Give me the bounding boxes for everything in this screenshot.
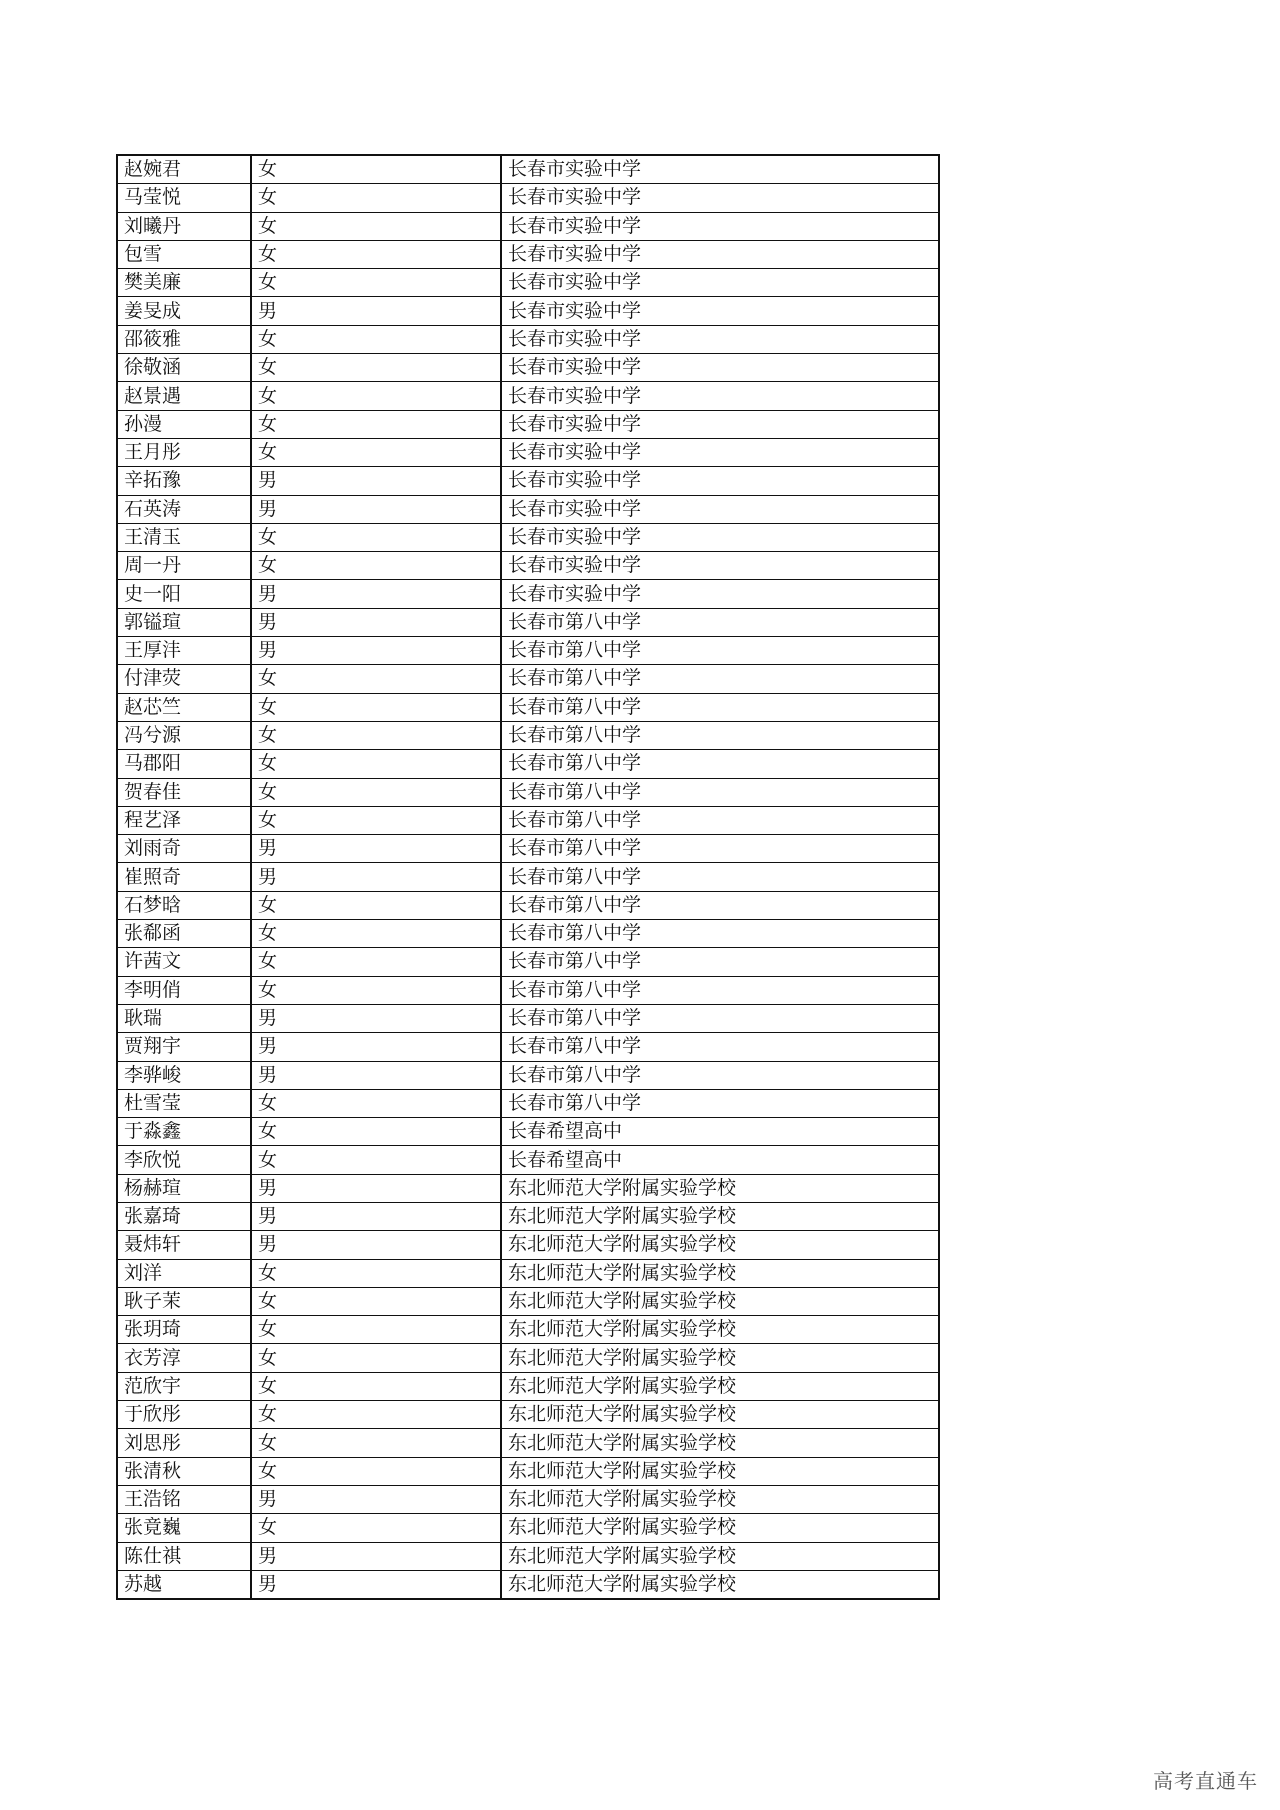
gender-cell: 女 (251, 891, 501, 919)
student-name-cell: 姜旻成 (117, 297, 251, 325)
table-row (117, 1004, 939, 1032)
table-row (117, 1457, 939, 1485)
school-cell: 长春市实验中学 (501, 155, 939, 184)
table-row (117, 1316, 939, 1344)
gender-cell: 女 (251, 778, 501, 806)
table-row (117, 976, 939, 1004)
gender-cell: 女 (251, 1089, 501, 1117)
table-row (117, 1118, 939, 1146)
school-cell: 东北师范大学附属实验学校 (501, 1174, 939, 1202)
school-cell: 长春市第八中学 (501, 665, 939, 693)
table-row (117, 806, 939, 834)
student-name-cell: 苏越 (117, 1570, 251, 1599)
school-cell: 长春市实验中学 (501, 467, 939, 495)
school-cell: 长春市实验中学 (501, 269, 939, 297)
gender-cell: 女 (251, 155, 501, 184)
school-cell: 长春希望高中 (501, 1118, 939, 1146)
student-name-cell: 付津荧 (117, 665, 251, 693)
gender-cell: 男 (251, 1033, 501, 1061)
school-cell: 东北师范大学附属实验学校 (501, 1401, 939, 1429)
student-name-cell: 许茜文 (117, 948, 251, 976)
school-cell: 长春市实验中学 (501, 410, 939, 438)
gender-cell: 女 (251, 240, 501, 268)
gender-cell: 女 (251, 976, 501, 1004)
school-cell: 东北师范大学附属实验学校 (501, 1457, 939, 1485)
student-name-cell: 马莹悦 (117, 184, 251, 212)
table-row (117, 1089, 939, 1117)
student-name-cell: 包雪 (117, 240, 251, 268)
gender-cell: 男 (251, 1231, 501, 1259)
student-roster-table (116, 154, 940, 1600)
student-name-cell: 刘雨奇 (117, 835, 251, 863)
table-row (117, 1259, 939, 1287)
school-cell: 东北师范大学附属实验学校 (501, 1316, 939, 1344)
student-name-cell: 冯兮源 (117, 721, 251, 749)
school-cell: 长春市第八中学 (501, 1004, 939, 1032)
gender-cell: 女 (251, 1372, 501, 1400)
student-name-cell: 于淼鑫 (117, 1118, 251, 1146)
gender-cell: 女 (251, 1316, 501, 1344)
student-name-cell: 辛拓豫 (117, 467, 251, 495)
school-cell: 长春市第八中学 (501, 835, 939, 863)
school-cell: 长春市实验中学 (501, 523, 939, 551)
school-cell: 长春市第八中学 (501, 608, 939, 636)
table-row (117, 665, 939, 693)
student-name-cell: 邵筱雅 (117, 325, 251, 353)
school-cell: 长春市实验中学 (501, 354, 939, 382)
student-name-cell: 王浩铭 (117, 1485, 251, 1513)
school-cell: 长春市第八中学 (501, 1089, 939, 1117)
gender-cell: 男 (251, 637, 501, 665)
school-cell: 东北师范大学附属实验学校 (501, 1287, 939, 1315)
gender-cell: 女 (251, 184, 501, 212)
gender-cell: 女 (251, 1287, 501, 1315)
student-name-cell: 马郡阳 (117, 750, 251, 778)
student-name-cell: 徐敬涵 (117, 354, 251, 382)
student-name-cell: 石梦晗 (117, 891, 251, 919)
table-row (117, 438, 939, 466)
table-row (117, 1061, 939, 1089)
school-cell: 长春市第八中学 (501, 1061, 939, 1089)
student-name-cell: 赵景遇 (117, 382, 251, 410)
gender-cell: 女 (251, 1344, 501, 1372)
table-row (117, 1287, 939, 1315)
table-row (117, 297, 939, 325)
gender-cell: 男 (251, 1542, 501, 1570)
table-row (117, 721, 939, 749)
table-row (117, 1174, 939, 1202)
student-name-cell: 耿瑞 (117, 1004, 251, 1032)
student-name-cell: 史一阳 (117, 580, 251, 608)
gender-cell: 女 (251, 212, 501, 240)
gender-cell: 女 (251, 721, 501, 749)
table-row (117, 523, 939, 551)
gender-cell: 女 (251, 750, 501, 778)
gender-cell: 男 (251, 1570, 501, 1599)
student-name-cell: 贺春佳 (117, 778, 251, 806)
table-row (117, 1542, 939, 1570)
table-row (117, 920, 939, 948)
school-cell: 长春市第八中学 (501, 750, 939, 778)
table-row (117, 580, 939, 608)
school-cell: 长春希望高中 (501, 1146, 939, 1174)
table-row (117, 778, 939, 806)
gender-cell: 男 (251, 835, 501, 863)
gender-cell: 女 (251, 269, 501, 297)
school-cell: 长春市第八中学 (501, 778, 939, 806)
gender-cell: 女 (251, 354, 501, 382)
student-name-cell: 杜雪莹 (117, 1089, 251, 1117)
gender-cell: 女 (251, 1259, 501, 1287)
table-row (117, 467, 939, 495)
gender-cell: 女 (251, 693, 501, 721)
gender-cell: 男 (251, 1061, 501, 1089)
watermark-text: 高考直通车 (1153, 1769, 1258, 1793)
gender-cell: 男 (251, 1202, 501, 1230)
table-row (117, 608, 939, 636)
gender-cell: 女 (251, 1457, 501, 1485)
school-cell: 东北师范大学附属实验学校 (501, 1344, 939, 1372)
gender-cell: 女 (251, 920, 501, 948)
table-row (117, 1231, 939, 1259)
gender-cell: 女 (251, 325, 501, 353)
gender-cell: 男 (251, 608, 501, 636)
table-row (117, 637, 939, 665)
school-cell: 东北师范大学附属实验学校 (501, 1485, 939, 1513)
school-cell: 长春市实验中学 (501, 438, 939, 466)
gender-cell: 男 (251, 580, 501, 608)
school-cell: 东北师范大学附属实验学校 (501, 1259, 939, 1287)
student-name-cell: 陈仕祺 (117, 1542, 251, 1570)
student-name-cell: 李骅峻 (117, 1061, 251, 1089)
school-cell: 长春市第八中学 (501, 863, 939, 891)
student-name-cell: 李明俏 (117, 976, 251, 1004)
student-name-cell: 王清玉 (117, 523, 251, 551)
school-cell: 长春市实验中学 (501, 184, 939, 212)
gender-cell: 女 (251, 1401, 501, 1429)
gender-cell: 男 (251, 467, 501, 495)
school-cell: 长春市实验中学 (501, 495, 939, 523)
gender-cell: 女 (251, 523, 501, 551)
student-name-cell: 范欣宇 (117, 1372, 251, 1400)
table-row (117, 1485, 939, 1513)
school-cell: 东北师范大学附属实验学校 (501, 1429, 939, 1457)
school-cell: 长春市第八中学 (501, 948, 939, 976)
gender-cell: 女 (251, 552, 501, 580)
school-cell: 东北师范大学附属实验学校 (501, 1514, 939, 1542)
gender-cell: 女 (251, 382, 501, 410)
student-name-cell: 程艺泽 (117, 806, 251, 834)
school-cell: 东北师范大学附属实验学校 (501, 1372, 939, 1400)
gender-cell: 女 (251, 410, 501, 438)
school-cell: 长春市实验中学 (501, 382, 939, 410)
student-name-cell: 石英涛 (117, 495, 251, 523)
gender-cell: 女 (251, 1118, 501, 1146)
gender-cell: 男 (251, 495, 501, 523)
table-row (117, 835, 939, 863)
table-row (117, 269, 939, 297)
gender-cell: 女 (251, 665, 501, 693)
student-name-cell: 王厚沣 (117, 637, 251, 665)
table-row (117, 1429, 939, 1457)
table-row (117, 212, 939, 240)
student-name-cell: 张玥琦 (117, 1316, 251, 1344)
school-cell: 长春市实验中学 (501, 212, 939, 240)
student-name-cell: 樊美廉 (117, 269, 251, 297)
student-name-cell: 崔照奇 (117, 863, 251, 891)
school-cell: 长春市第八中学 (501, 637, 939, 665)
table-row (117, 1146, 939, 1174)
gender-cell: 男 (251, 1004, 501, 1032)
student-name-cell: 赵婉君 (117, 155, 251, 184)
table-row (117, 1372, 939, 1400)
table-row (117, 354, 939, 382)
gender-cell: 女 (251, 1514, 501, 1542)
student-name-cell: 刘洋 (117, 1259, 251, 1287)
student-name-cell: 聂炜轩 (117, 1231, 251, 1259)
table-row (117, 948, 939, 976)
gender-cell: 男 (251, 297, 501, 325)
student-name-cell: 郭镒瑄 (117, 608, 251, 636)
gender-cell: 女 (251, 1146, 501, 1174)
school-cell: 长春市第八中学 (501, 1033, 939, 1061)
student-name-cell: 张清秋 (117, 1457, 251, 1485)
table-row (117, 693, 939, 721)
school-cell: 长春市实验中学 (501, 297, 939, 325)
table-row (117, 891, 939, 919)
table-row (117, 1344, 939, 1372)
table-row (117, 495, 939, 523)
student-name-cell: 张竟巍 (117, 1514, 251, 1542)
gender-cell: 男 (251, 1485, 501, 1513)
gender-cell: 女 (251, 1429, 501, 1457)
school-cell: 长春市实验中学 (501, 580, 939, 608)
school-cell: 东北师范大学附属实验学校 (501, 1202, 939, 1230)
school-cell: 长春市第八中学 (501, 976, 939, 1004)
student-name-cell: 王月彤 (117, 438, 251, 466)
gender-cell: 男 (251, 1174, 501, 1202)
student-name-cell: 张郗函 (117, 920, 251, 948)
school-cell: 长春市第八中学 (501, 721, 939, 749)
table-row (117, 184, 939, 212)
student-name-cell: 孙漫 (117, 410, 251, 438)
table-row (117, 1570, 939, 1599)
gender-cell: 女 (251, 806, 501, 834)
table-row (117, 410, 939, 438)
table-row (117, 240, 939, 268)
table-row (117, 750, 939, 778)
table-row (117, 863, 939, 891)
student-name-cell: 耿子茉 (117, 1287, 251, 1315)
student-name-cell: 周一丹 (117, 552, 251, 580)
student-name-cell: 于欣彤 (117, 1401, 251, 1429)
gender-cell: 女 (251, 948, 501, 976)
school-cell: 长春市第八中学 (501, 693, 939, 721)
school-cell: 东北师范大学附属实验学校 (501, 1570, 939, 1599)
student-name-cell: 贾翔宇 (117, 1033, 251, 1061)
student-name-cell: 赵芯竺 (117, 693, 251, 721)
table-row (117, 1033, 939, 1061)
school-cell: 长春市实验中学 (501, 552, 939, 580)
school-cell: 东北师范大学附属实验学校 (501, 1231, 939, 1259)
school-cell: 长春市实验中学 (501, 240, 939, 268)
school-cell: 长春市第八中学 (501, 891, 939, 919)
student-name-cell: 张嘉琦 (117, 1202, 251, 1230)
gender-cell: 男 (251, 863, 501, 891)
school-cell: 长春市第八中学 (501, 806, 939, 834)
gender-cell: 女 (251, 438, 501, 466)
table-row (117, 1401, 939, 1429)
school-cell: 长春市实验中学 (501, 325, 939, 353)
table-row (117, 382, 939, 410)
table-row (117, 1514, 939, 1542)
student-name-cell: 刘曦丹 (117, 212, 251, 240)
student-name-cell: 衣芳淳 (117, 1344, 251, 1372)
table-row (117, 1202, 939, 1230)
student-name-cell: 刘思彤 (117, 1429, 251, 1457)
table-row (117, 325, 939, 353)
table-row (117, 155, 939, 184)
table-row (117, 552, 939, 580)
student-name-cell: 杨赫瑄 (117, 1174, 251, 1202)
roster-body (117, 155, 939, 1599)
school-cell: 东北师范大学附属实验学校 (501, 1542, 939, 1570)
student-name-cell: 李欣悦 (117, 1146, 251, 1174)
school-cell: 长春市第八中学 (501, 920, 939, 948)
